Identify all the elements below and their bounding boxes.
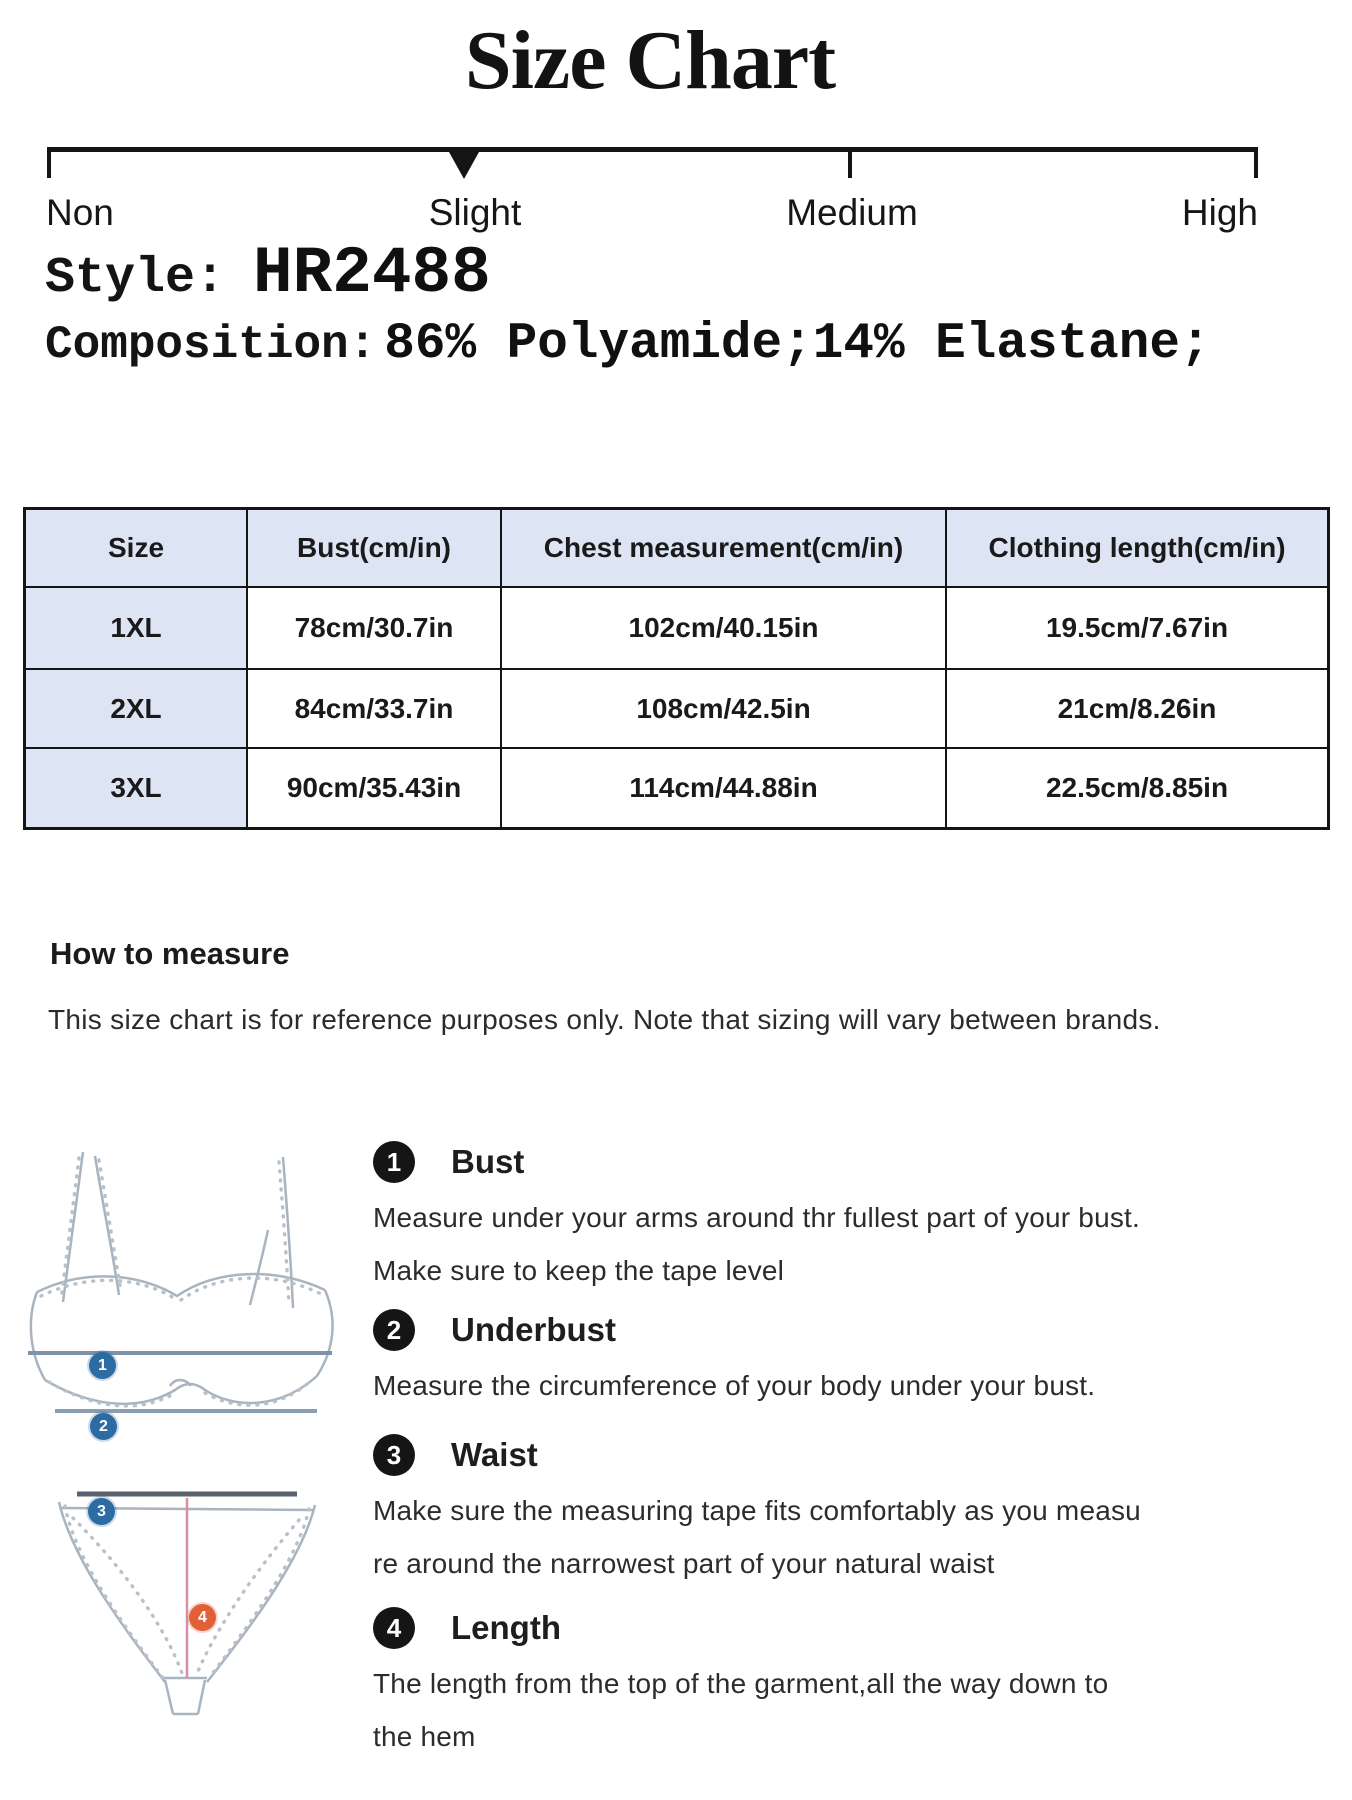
step-description bbox=[373, 1657, 1303, 1763]
size-table-cell: 114cm/44.88in bbox=[502, 749, 947, 827]
step-desc-line: Measure under your arms around thr fullest part of your bust. bbox=[373, 1202, 1141, 1233]
step-description bbox=[373, 1359, 1303, 1412]
scale-label-high: High bbox=[1181, 192, 1258, 233]
page-title: Size Chart bbox=[464, 14, 836, 107]
size-table-header-chest: Chest measurement(cm/in) bbox=[502, 510, 947, 588]
size-table-cell: 21cm/8.26in bbox=[947, 670, 1327, 749]
style-row bbox=[45, 236, 491, 311]
step-number-badge: 2 bbox=[373, 1309, 415, 1351]
scale-tick-left bbox=[47, 147, 51, 178]
illustration-marker-1: 1 bbox=[89, 1352, 116, 1379]
size-table-cell: 90cm/35.43in bbox=[248, 749, 502, 827]
scale-pointer-triangle-icon bbox=[449, 152, 479, 179]
step-head bbox=[373, 1434, 1303, 1476]
how-to-measure-heading: How to measure bbox=[50, 936, 290, 971]
size-table-cell: 102cm/40.15in bbox=[502, 588, 947, 670]
composition-row bbox=[45, 316, 1211, 373]
scale-label-medium: Medium bbox=[786, 192, 918, 233]
step-underbust bbox=[373, 1309, 1303, 1412]
step-length bbox=[373, 1607, 1303, 1763]
scale-tick-right bbox=[1254, 147, 1258, 178]
style-value: HR2488 bbox=[253, 236, 491, 311]
step-head bbox=[373, 1141, 1303, 1183]
size-table-cell: 19.5cm/7.67in bbox=[947, 588, 1327, 670]
illustration-marker-4: 4 bbox=[189, 1604, 216, 1631]
size-table-cell: 84cm/33.7in bbox=[248, 670, 502, 749]
step-desc-line: Measure the circumference of your body under your bust. bbox=[373, 1370, 1096, 1401]
step-title: Waist bbox=[451, 1436, 538, 1473]
composition-label: Composition: bbox=[45, 319, 377, 371]
size-table-cell: 108cm/42.5in bbox=[502, 670, 947, 749]
size-table-cell: 22.5cm/8.85in bbox=[947, 749, 1327, 827]
step-desc-line: the hem bbox=[373, 1721, 476, 1752]
step-description bbox=[373, 1484, 1303, 1590]
step-number-badge: 3 bbox=[373, 1434, 415, 1476]
size-table-cell: 78cm/30.7in bbox=[248, 588, 502, 670]
measurement-illustration bbox=[15, 1090, 355, 1770]
illustration-marker-3: 3 bbox=[88, 1498, 115, 1525]
size-table-header-bust: Bust(cm/in) bbox=[248, 510, 502, 588]
step-desc-line: Make sure the measuring tape fits comfortably as you measu bbox=[373, 1495, 1141, 1526]
reference-note: This size chart is for reference purposes only. Note that sizing will vary between brands. bbox=[48, 1004, 1161, 1035]
padding-scale bbox=[47, 147, 1258, 183]
scale-line bbox=[47, 147, 1258, 152]
size-table-header-length: Clothing length(cm/in) bbox=[947, 510, 1327, 588]
style-label: Style: bbox=[45, 250, 226, 307]
step-head bbox=[373, 1309, 1303, 1351]
step-desc-line: The length from the top of the garment,all the way down to bbox=[373, 1668, 1109, 1699]
size-table-cell: 3XL bbox=[26, 749, 248, 827]
step-bust bbox=[373, 1141, 1303, 1297]
illustration-marker-2: 2 bbox=[90, 1413, 117, 1440]
size-table bbox=[23, 507, 1330, 830]
scale-tick-medium bbox=[848, 147, 852, 178]
step-title: Underbust bbox=[451, 1311, 616, 1348]
step-title: Length bbox=[451, 1609, 561, 1646]
step-desc-line: Make sure to keep the tape level bbox=[373, 1255, 785, 1286]
step-head bbox=[373, 1607, 1303, 1649]
scale-label-non: Non bbox=[46, 192, 114, 233]
step-desc-line: re around the narrowest part of your natural waist bbox=[373, 1548, 995, 1579]
size-table-header-size: Size bbox=[26, 510, 248, 588]
size-table-cell: 2XL bbox=[26, 670, 248, 749]
step-waist bbox=[373, 1434, 1303, 1590]
step-number-badge: 4 bbox=[373, 1607, 415, 1649]
composition-value: 86% Polyamide;14% Elastane; bbox=[384, 316, 1211, 373]
size-table-cell: 1XL bbox=[26, 588, 248, 670]
scale-label-slight: Slight bbox=[428, 192, 522, 233]
step-title: Bust bbox=[451, 1143, 525, 1180]
step-description bbox=[373, 1191, 1303, 1297]
step-number-badge: 1 bbox=[373, 1141, 415, 1183]
